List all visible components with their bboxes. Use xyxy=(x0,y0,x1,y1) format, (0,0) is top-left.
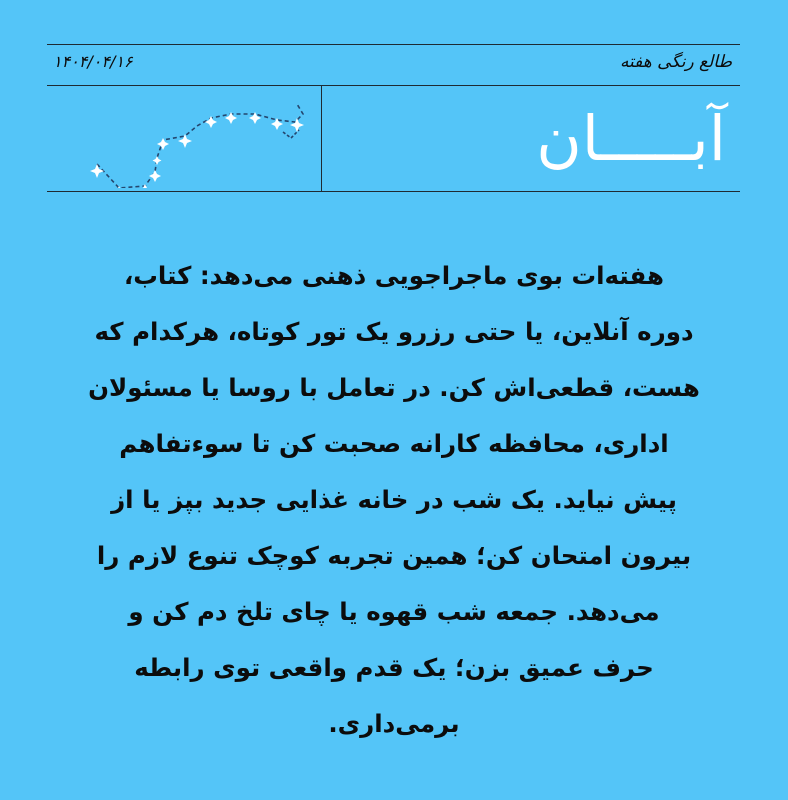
horoscope-line: برمی‌داری. xyxy=(328,709,460,738)
vertical-divider xyxy=(321,85,322,192)
horoscope-line: حرف عمیق بزن؛ یک قدم واقعی توی رابطه xyxy=(134,653,654,682)
star-icon xyxy=(225,112,237,124)
scorpio-constellation-icon xyxy=(75,92,305,188)
horoscope-line: اداری، محافظه کارانه صحبت کن تا سوءتفاهم xyxy=(119,429,669,458)
star-icon xyxy=(139,184,151,188)
horoscope-line: هست، قطعی‌اش کن. در تعامل با روسا یا مسئولان xyxy=(88,373,700,402)
horoscope-line: بیرون امتحان کن؛ همین تجربه کوچک تنوع لازم را xyxy=(96,541,692,570)
header-date: ۱۴۰۴/۰۴/۱۶ xyxy=(53,52,133,71)
horoscope-line: پیش نیاید. یک شب در خانه غذایی جدید بپز یا از xyxy=(111,485,677,514)
horoscope-line: دوره آنلاین، یا حتی رزرو یک تور کوتاه، هرکدام که xyxy=(94,317,694,346)
star-icon xyxy=(149,170,161,182)
header-title: طالع رنگی هفته xyxy=(619,52,732,72)
horoscope-line: هفته‌ات بوی ماجراجویی ذهنی می‌دهد: کتاب، xyxy=(123,261,665,290)
horoscope-line: می‌دهد. جمعه شب قهوه یا چای تلخ دم کن و xyxy=(128,597,660,626)
star-icon xyxy=(205,116,217,128)
month-name: آبـــــان xyxy=(536,102,726,175)
star-icon xyxy=(153,156,162,165)
horoscope-text xyxy=(40,248,748,752)
star-icon xyxy=(90,164,104,178)
star-icon xyxy=(290,118,304,132)
header-frame xyxy=(47,44,740,192)
bottom-divider xyxy=(47,191,740,192)
middle-divider xyxy=(47,85,740,86)
top-divider xyxy=(47,44,740,45)
